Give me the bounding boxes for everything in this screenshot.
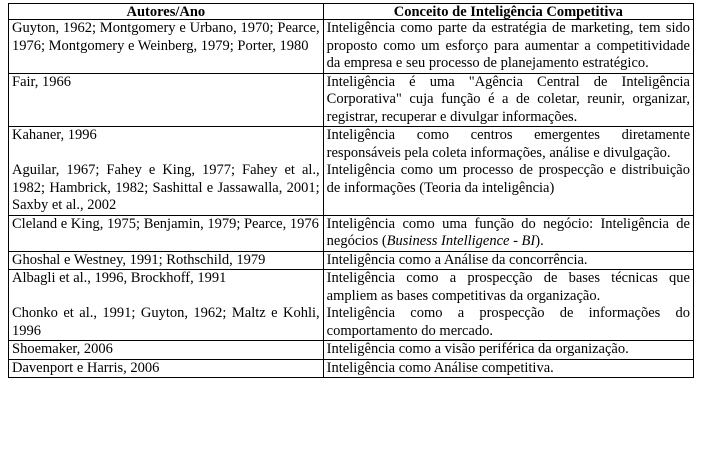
concept-cell: Inteligência é uma "Agência Central de Inteligência Corporativa" cuja função é a de coletar, reunir, organizar, registrar, recuperar e divulgar informações. (323, 73, 693, 127)
concept-italic-text: Business Intelligence - BI (386, 233, 536, 249)
table-row (9, 127, 694, 163)
concept-cell: Inteligência como a prospecção de informações do comportamento do mercado. (323, 305, 693, 341)
table-row (9, 251, 694, 270)
table-row (9, 215, 694, 251)
concept-cell: Inteligência como a visão periférica da organização. (323, 341, 693, 360)
authors-cell: Albagli et al., 1996, Brockhoff, 1991 (9, 270, 324, 306)
authors-cell: Kahaner, 1996 (9, 127, 324, 163)
concept-cell: Inteligência como Análise competitiva. (323, 359, 693, 378)
concept-text-end: ). (535, 233, 544, 249)
table-row (9, 20, 694, 74)
concept-cell: Inteligência como a prospecção de bases técnicas que ampliem as bases competitivas da organização. (323, 270, 693, 306)
concept-cell: Inteligência como centros emergentes diretamente responsáveis pela coleta informações, análise e divulgação. (323, 127, 693, 163)
table-row (9, 341, 694, 360)
authors-cell: Shoemaker, 2006 (9, 341, 324, 360)
header-concept: Conceito de Inteligência Competitiva (323, 4, 693, 20)
authors-cell: Fair, 1966 (9, 73, 324, 127)
concept-text: Inteligência como uma função do negócio: Inteligência de negócios ( (326, 215, 690, 249)
concept-cell: Inteligência como parte da estratégia de marketing, tem sido proposto como um esforço para aumentar a competitividade da empresa e seu processo de planejamento estratégico. (323, 20, 693, 74)
authors-cell: Chonko et al., 1991; Guyton, 1962; Maltz e Kohli, 1996 (9, 305, 324, 341)
concept-cell (323, 215, 693, 251)
concept-cell: Inteligência como a Análise da concorrência. (323, 251, 693, 270)
authors-cell: Ghoshal e Westney, 1991; Rothschild, 1979 (9, 251, 324, 270)
concepts-table (8, 3, 694, 378)
concept-cell: Inteligência como um processo de prospecção e distribuição de informações (Teoria da inteligência) (323, 162, 693, 215)
header-authors: Autores/Ano (9, 4, 324, 20)
authors-cell: Cleland e King, 1975; Benjamin, 1979; Pearce, 1976 (9, 215, 324, 251)
table-row (9, 73, 694, 127)
table-row (9, 359, 694, 378)
authors-cell: Guyton, 1962; Montgomery e Urbano, 1970; Pearce, 1976; Montgomery e Weinberg, 1979; Porter, 1980 (9, 20, 324, 74)
authors-cell: Davenport e Harris, 2006 (9, 359, 324, 378)
table-row (9, 162, 694, 215)
header-row (9, 4, 694, 20)
authors-cell: Aguilar, 1967; Fahey e King, 1977; Fahey et al., 1982; Hambrick, 1982; Sashittal e Jassawalla, 2001; Saxby et al., 2002 (9, 162, 324, 215)
table-row (9, 305, 694, 341)
table-row (9, 270, 694, 306)
